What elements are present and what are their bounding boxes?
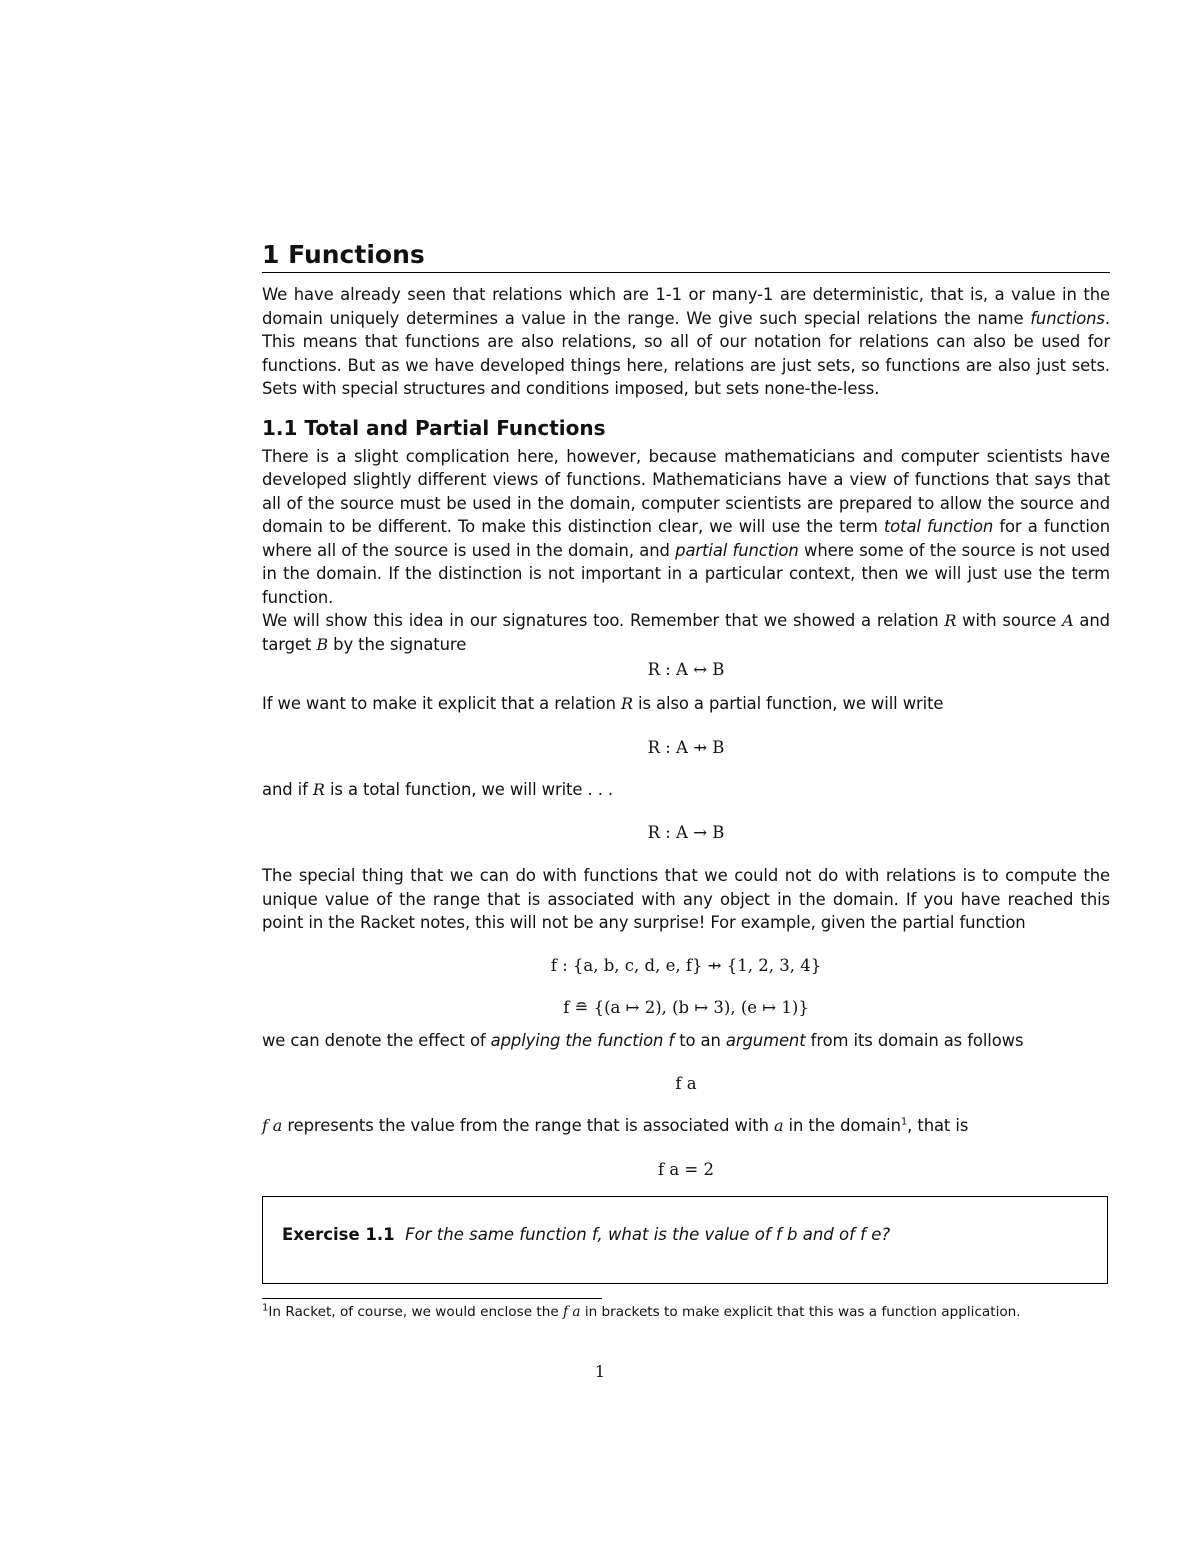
p1-text-a: There is a slight complication here, however, because mathematicians and computer scientists have developed slightly different views of functions. Mathematicians have a view of functions that says that all of the source must be used in the domain, computer scientists are prepared to allow the source and domain to be different. To make this distinction clear, we will use the term xyxy=(262,446,1110,536)
exercise-content xyxy=(282,1225,890,1244)
term-argument: argument xyxy=(725,1030,806,1050)
math-f-a: f a xyxy=(262,1116,283,1135)
p3-text-b: is also a partial function, we will write xyxy=(632,694,944,713)
page-number: 1 xyxy=(594,1362,606,1381)
paragraph-value xyxy=(262,1114,1110,1138)
term-applying-function: applying the function f xyxy=(490,1030,675,1050)
footnote-mark: 1 xyxy=(262,1302,269,1314)
section-title-text: Functions xyxy=(288,240,425,269)
math-var-R: R xyxy=(312,779,325,799)
footnote-ref[interactable]: 1 xyxy=(900,1116,908,1128)
p6-text-b: to an xyxy=(674,1030,726,1050)
paragraph-signatures xyxy=(262,609,1110,656)
math-var-a: a xyxy=(773,1116,784,1135)
paragraph-application xyxy=(262,1029,1110,1053)
p6-text-c: from its domain as follows xyxy=(805,1030,1024,1050)
equation-function-signature: f : {a, b, c, d, e, f} ⇸ {1, 2, 3, 4} xyxy=(550,955,822,975)
p2-text-b: with source xyxy=(956,611,1063,630)
intro-paragraph xyxy=(262,283,1110,401)
equation-partial-signature: R : A ⇸ B xyxy=(647,737,725,757)
exercise-box xyxy=(262,1196,1108,1284)
equation-function-definition: f ≘ {(a ↦ 2), (b ↦ 3), (e ↦ 1)} xyxy=(563,997,809,1017)
term-total-function: total function xyxy=(883,517,994,536)
footnote-text-b: in brackets to make explicit that this was a function application. xyxy=(580,1304,1021,1320)
footnote xyxy=(262,1302,1122,1322)
p2-text-d: by the signature xyxy=(328,634,467,654)
term-partial-function: partial function xyxy=(675,540,799,560)
intro-emphasis: functions xyxy=(1030,308,1105,328)
equation-relation-signature: R : A ↔ B xyxy=(647,660,725,679)
p1-text-c: where some of the source is not used in the domain. If the distinction is not important in a particular context, then we will just use the term function. xyxy=(262,540,1110,607)
paragraph-compute: The special thing that we can do with functions that we could not do with relations is to compute the unique value of the range that is associated with any object in the domain. If you have reached this point in the Racket notes, this will not be any surprise! For example, given the partial function xyxy=(262,866,1110,932)
exercise-statement: For the same function f, what is the value of f b and of f e? xyxy=(405,1225,891,1244)
math-var-A: A xyxy=(1062,611,1074,630)
p7-text-a: represents the value from the range that is associated with xyxy=(282,1116,774,1135)
footnote-divider xyxy=(262,1298,602,1299)
p3-text-a: If we want to make it explicit that a relation xyxy=(262,694,621,713)
p4-text-a: and if xyxy=(262,779,313,799)
p2-text-c: and target xyxy=(262,611,1110,654)
paragraph-total-partial xyxy=(262,445,1110,610)
footnote-text-a: In Racket, of course, we would enclose the xyxy=(268,1304,564,1320)
p6-text-a: we can denote the effect of xyxy=(262,1030,491,1050)
subsection-number: 1.1 xyxy=(262,415,298,440)
p7-text-c: , that is xyxy=(907,1116,969,1135)
paragraph-total xyxy=(262,778,1110,802)
math-var-R: R xyxy=(944,611,957,630)
equation-total-signature: R : A → B xyxy=(647,823,725,842)
footnote-math: f a xyxy=(563,1304,581,1320)
p1-text-b: for a function where all of the source is used in the domain, and xyxy=(262,517,1110,560)
subsection-title xyxy=(262,413,1110,443)
math-var-R: R xyxy=(620,694,633,713)
p4-text-b: is a total function, we will write . . . xyxy=(324,779,614,799)
section-number: 1 xyxy=(262,240,280,269)
math-var-B: B xyxy=(316,634,329,654)
section-title xyxy=(262,238,1110,273)
exercise-label: Exercise 1.1 xyxy=(282,1225,395,1244)
intro-text-a: We have already seen that relations which are 1-1 or many-1 are deterministic, that is, a value in the domain uniquely determines a value in the range. We give such special relations the name xyxy=(262,285,1110,328)
equation-result: f a = 2 xyxy=(657,1159,714,1179)
p2-text-a: We will show this idea in our signatures too. Remember that we showed a relation xyxy=(262,611,945,630)
equation-application: f a xyxy=(675,1074,697,1093)
main-content xyxy=(262,238,1110,1181)
subsection-title-text: Total and Partial Functions xyxy=(304,415,606,440)
intro-text-b: . This means that functions are also relations, so all of our notation for relations can also be used for functions. But as we have developed things here, relations are just sets, so functions are also just sets. Sets with special structures and conditions imposed, but sets none-the-less. xyxy=(262,308,1110,398)
paragraph-partial xyxy=(262,692,1110,716)
p7-text-b: in the domain xyxy=(783,1116,901,1135)
